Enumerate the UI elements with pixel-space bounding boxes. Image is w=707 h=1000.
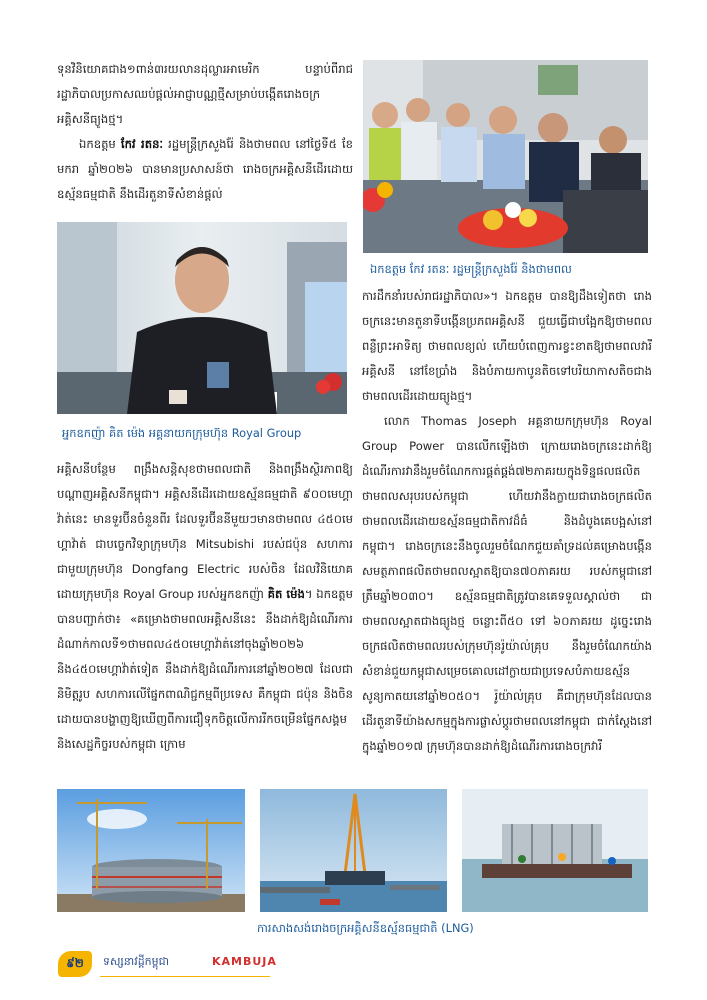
photo-caption-lng: ការសាងសង់រោងចក្រអគ្គិសនីឧស្ម័នធម្មជាតិ (LNG): [257, 921, 474, 935]
paragraph: អគ្គិសនីបន្ថែម ពង្រឹងសន្តិសុខថាមពលជាតិ និងពង្រឹងស្ថិរភាពឱ្យបណ្តាញអគ្គិសនីកម្ពុជា។ អគ្គិសនីដើរដោយឧស្ម័នធម្មជាតិ ៩០០មេហ្គាវ៉ាត់នេះ មានទួរប៊ីនចំនួនពីរ ដែលទួរប៊ីននីមួយៗមានថាមពល ៤៥០មេហ្គាវ៉ាត់ ជាបច្ចេកវិទ្យាក្រុមហ៊ុន Mitsubishi របស់ជប៉ុន សហការជាមួយក្រុមហ៊ុន Dongfang Electric របស់ចិន ដែលវិនិយោគដោយក្រុមហ៊ុន Royal Group របស់អ្នកឧកញ៉ា គិត ម៉េង។ ឯកឧត្តម បានបញ្ជាក់ថា៖ «គម្រោងថាមពលអគ្គិសនីនេះ នឹងដាក់ឱ្យដំណើរការដំណាក់កាលទី១ថាមពល៤៥០មេហ្គាវ៉ាត់នៅចុងឆ្នាំ២០២៦ និង៤៥០មេហ្គាវ៉ាត់ទៀត នឹងដាក់ឱ្យដំណើរការនៅឆ្នាំ២០២៧ ដែលជានិមិត្តរូប សហការលើផ្នែកពាណិជ្ជកម្មពីប្រទេស គឺកម្ពុជា ជប៉ុន និងចិន ដោយបានបង្ហាញឱ្យឃើញពីការជឿទុកចិត្តលើការរីកចម្រើនផ្នែកសង្គម និងសេដ្ឋកិច្ចរបស់កម្ពុជា ក្រោម: [57, 462, 353, 751]
photo-caption-minister: ឯកឧត្តម កែវ រតនៈ រដ្ឋមន្ត្រីក្រសួងរ៉ែ និងថាមពល: [370, 262, 572, 276]
photo-meeting: [363, 60, 648, 253]
magazine-brand: KAMBUJA: [212, 955, 277, 968]
person-name: គិត ម៉េង: [267, 587, 305, 601]
person-name: កែវ រតនៈ: [120, 137, 163, 151]
right-column: [362, 284, 652, 789]
photo-caption-speaker: អ្នកឧកញ៉ា គិត ម៉េង អគ្គនាយកក្រុមហ៊ុន Royal Group: [62, 426, 302, 440]
footer-divider: [100, 976, 270, 977]
photo-construction-pier: [462, 789, 648, 912]
photo-construction-crane: [260, 789, 447, 912]
photo-speaker: [57, 222, 347, 414]
photo-construction-tank: [57, 789, 245, 912]
paragraph: ការដឹកនាំរបស់រាជរដ្ឋាភិបាល»។ ឯកឧត្តម បានឱ្យដឹងទៀតថា រោងចក្រនេះមានតួនាទីបង្កើនប្រភពអគ្គិសនី ជួយធ្វើជាបង្អែកឱ្យថាមពលពន្លឺព្រះអាទិត្យ ថាមពលខ្យល់ ហើយបំពេញការខ្វះខាតឱ្យថាមពលវារីអគ្គិសនី នៅខែប្រាំង និងបំភាយកាបូនតិចទៅបរិយាកាសតិចជាងថាមពលដើរដោយធ្យូងថ្ម។: [362, 289, 652, 403]
left-column-top: [57, 57, 353, 217]
paragraph: ឯកឧត្តម កែវ រតនៈ រដ្ឋមន្ត្រីក្រសួងរ៉ែ និងថាមពល នៅថ្ងៃទី៥ ខែមករា ឆ្នាំ២០២៦ បានមានប្រសាសន៍ថា រោងចក្រអគ្គិសនីដើរដោយឧស្ម័នធម្មជាតិ នឹងដើរតួនាទីសំខាន់ផ្តល់: [57, 137, 353, 201]
paragraph: លោក Thomas Joseph អគ្គនាយកក្រុមហ៊ុន Royal Group Power បានលើកឡើងថា ក្រោយរោងចក្រនេះដាក់ឱ្យដំណើរការវានឹងរួមចំណែកការផ្គត់ផ្គង់៧២ភាគរយក្នុងទិន្នផលផលិតថាមពលសរុបរបស់កម្ពុជា ហើយវានឹងក្លាយជារោងចក្រផលិតថាមពលដើរដោយឧស្ម័នធម្មជាតិកាវដ៏ធំ និងដំបូងគេបង្អស់នៅកម្ពុជា។ រោងចក្រនេះនឹងចូលរួមចំណែកជួយគាំទ្រដល់គម្រោងបង្កើនសមត្ថភាពផលិតថាមពលស្អាតឱ្យបាន៧០ភាគរយ របស់កម្ពុជានៅត្រឹមឆ្នាំ២០៣០។ ឧស្ម័នធម្មជាតិត្រូវបានគេទទួលស្គាល់ថា ជាថាមពលស្អាតជាងធ្យូងថ្ម ចន្លោះពី៥០ ទៅ ៦០ភាគរយ ដូច្នេះរោងចក្រផលិតថាមពលរបស់ក្រុមហ៊ុនរ៉ូយ៉ាល់គ្រុប នឹងរួមចំណែកយ៉ាងសំខាន់ជួយកម្ពុជាសម្រេចគោលដៅក្លាយជាប្រទេសបំភាយឧស្ម័នសូន្យកាតយនៅឆ្នាំ២០៥០។ រ៉ូយ៉ាល់គ្រុប គឺជាក្រុមហ៊ុនដែលបានដើរតួនាទីយ៉ាងសកម្មក្នុងការផ្លាស់ប្តូរថាមពលនៅកម្ពុជា ជាក់ស្តែងនៅក្នុងឆ្នាំ២០១៧ ក្រុមហ៊ុនបានដាក់ឱ្យដំណើរការរោងចក្រវារី: [362, 414, 652, 753]
page-number-badge: ៩២: [58, 951, 92, 977]
magazine-name: ទស្សនាវដ្តីកម្ពុជា: [103, 955, 170, 968]
paragraph: ទុនវិនិយោគជាង១ពាន់៣រយលានដុល្លារអាមេរិក បន្ទាប់ពីរាជរដ្ឋាភិបាលប្រកាសឈប់ផ្តល់អាជ្ញាបណ្ណថ្មីសម្រាប់បង្កើតរោងចក្រអគ្គិសនីធ្យូងថ្ម។: [57, 62, 353, 126]
left-column-bottom: [57, 457, 353, 787]
